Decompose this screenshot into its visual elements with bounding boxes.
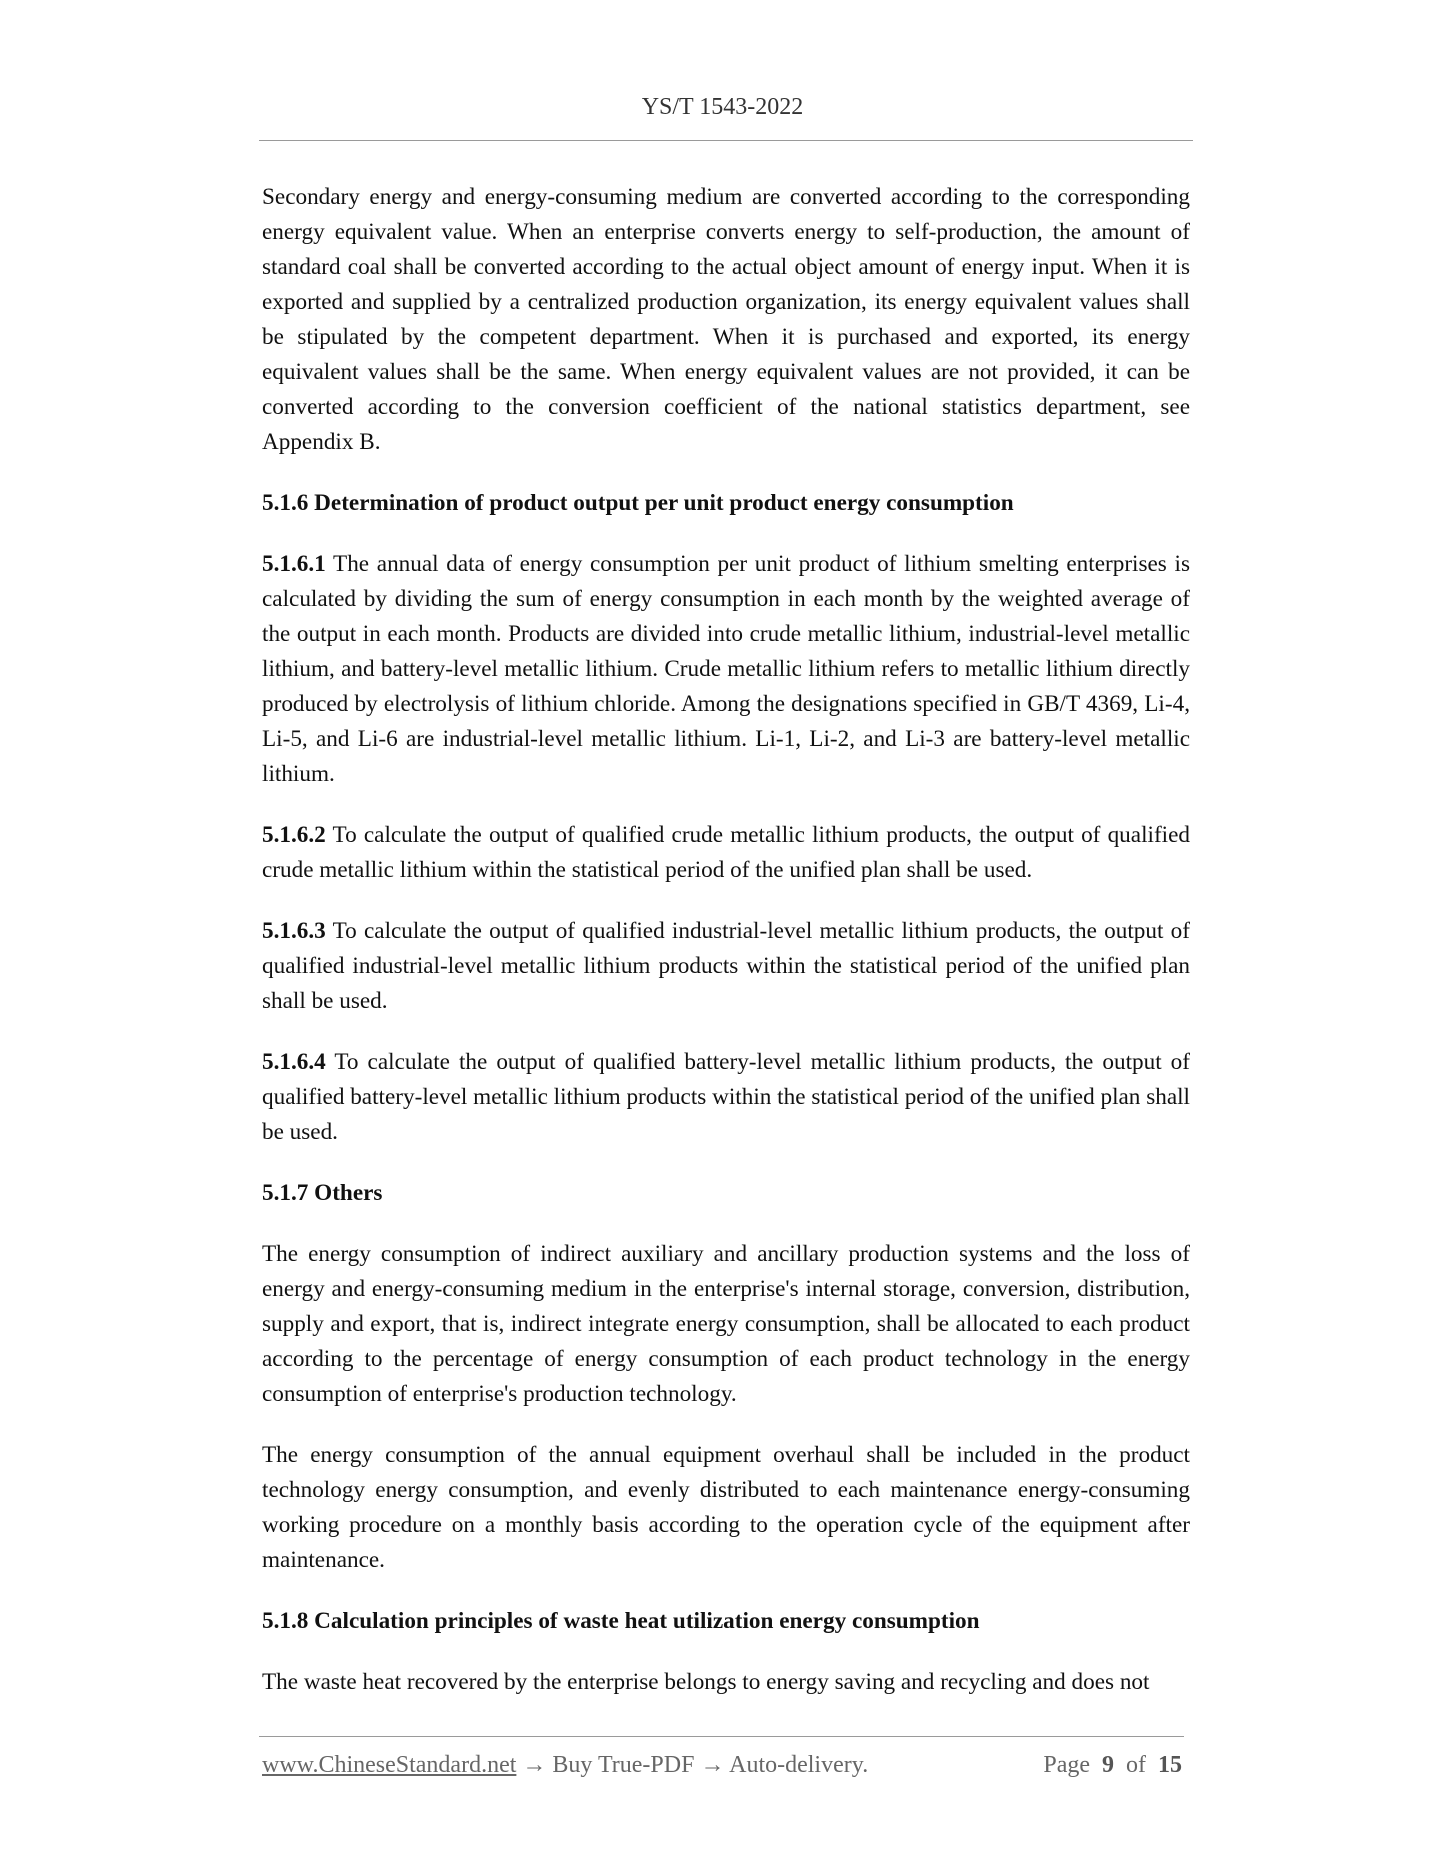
- page-indicator: [1043, 1752, 1182, 1779]
- waste-heat-paragraph: The waste heat recovered by the enterprise belongs to energy saving and recycling and does not: [262, 1669, 1150, 1695]
- document-body: [262, 180, 1190, 1726]
- page-number: 9: [1102, 1752, 1114, 1778]
- clause-text: To calculate the output of qualified battery-level metallic lithium products, the output of qualified battery-level metallic lithium products within the statistical period of the unified plan shall be used.: [262, 1049, 1190, 1145]
- clause-number: 5.1.6.3: [262, 918, 326, 944]
- footer-promo-text: → Buy True-PDF → Auto-delivery.: [516, 1752, 869, 1778]
- of-label: of: [1126, 1752, 1146, 1778]
- intro-paragraph: Secondary energy and energy-consuming medium are converted according to the corresponding energy equivalent value. When an enterprise converts energy to self-production, the amount of standard coal shall be converted according to the actual object amount of energy input. When it is exported and supplied by a centralized production organization, its energy equivalent values shall be stipulated by the competent department. When it is purchased and exported, its energy equivalent values shall be the same. When energy equivalent values are not provided, it can be converted according to the conversion coefficient of the national statistics department, see Appendix B.: [262, 184, 1190, 455]
- page-total: 15: [1158, 1752, 1182, 1778]
- footer-promo: [262, 1752, 868, 1779]
- header-divider: [259, 140, 1193, 141]
- footer-divider: [259, 1736, 1184, 1737]
- section-heading-5-1-7: 5.1.7 Others: [262, 1180, 383, 1206]
- clause-5-1-6-1: [262, 547, 1190, 792]
- section-heading-5-1-8: 5.1.8 Calculation principles of waste heat utilization energy consumption: [262, 1608, 980, 1634]
- clause-number: 5.1.6.1: [262, 551, 326, 577]
- clause-5-1-6-2: [262, 818, 1190, 888]
- clause-number: 5.1.6.2: [262, 822, 326, 848]
- clause-text: To calculate the output of qualified industrial-level metallic lithium products, the output of qualified industrial-level metallic lithium products within the statistical period of the unified plan shall be used.: [262, 918, 1190, 1014]
- others-paragraph-1: The energy consumption of indirect auxiliary and ancillary production systems and the loss of energy and energy-consuming medium in the enterprise's internal storage, conversion, distribution, supply and export, that is, indirect integrate energy consumption, shall be allocated to each product according to the percentage of energy consumption of each product technology in the energy consumption of enterprise's production technology.: [262, 1241, 1190, 1407]
- page-label: Page: [1043, 1752, 1090, 1778]
- website-link[interactable]: www.ChineseStandard.net: [262, 1752, 517, 1778]
- section-heading-5-1-6: 5.1.6 Determination of product output per unit product energy consumption: [262, 490, 1014, 516]
- clause-text: To calculate the output of qualified crude metallic lithium products, the output of qualified crude metallic lithium within the statistical period of the unified plan shall be used.: [262, 822, 1190, 883]
- others-paragraph-2: The energy consumption of the annual equipment overhaul shall be included in the product technology energy consumption, and evenly distributed to each maintenance energy-consuming working procedure on a monthly basis according to the operation cycle of the equipment after maintenance.: [262, 1442, 1190, 1573]
- document-header-title: YS/T 1543-2022: [641, 94, 804, 120]
- clause-5-1-6-4: [262, 1045, 1190, 1150]
- clause-number: 5.1.6.4: [262, 1049, 326, 1075]
- clause-text: The annual data of energy consumption per unit product of lithium smelting enterprises is calculated by dividing the sum of energy consumption in each month by the weighted average of the output in each month. Products are divided into crude metallic lithium, industrial-level metallic lithium, and battery-level metallic lithium. Crude metallic lithium refers to metallic lithium directly produced by electrolysis of lithium chloride. Among the designations specified in GB/T 4369, Li-4, Li-5, and Li-6 are industrial-level metallic lithium. Li-1, Li-2, and Li-3 are battery-level metallic lithium.: [262, 551, 1190, 787]
- clause-5-1-6-3: [262, 914, 1190, 1019]
